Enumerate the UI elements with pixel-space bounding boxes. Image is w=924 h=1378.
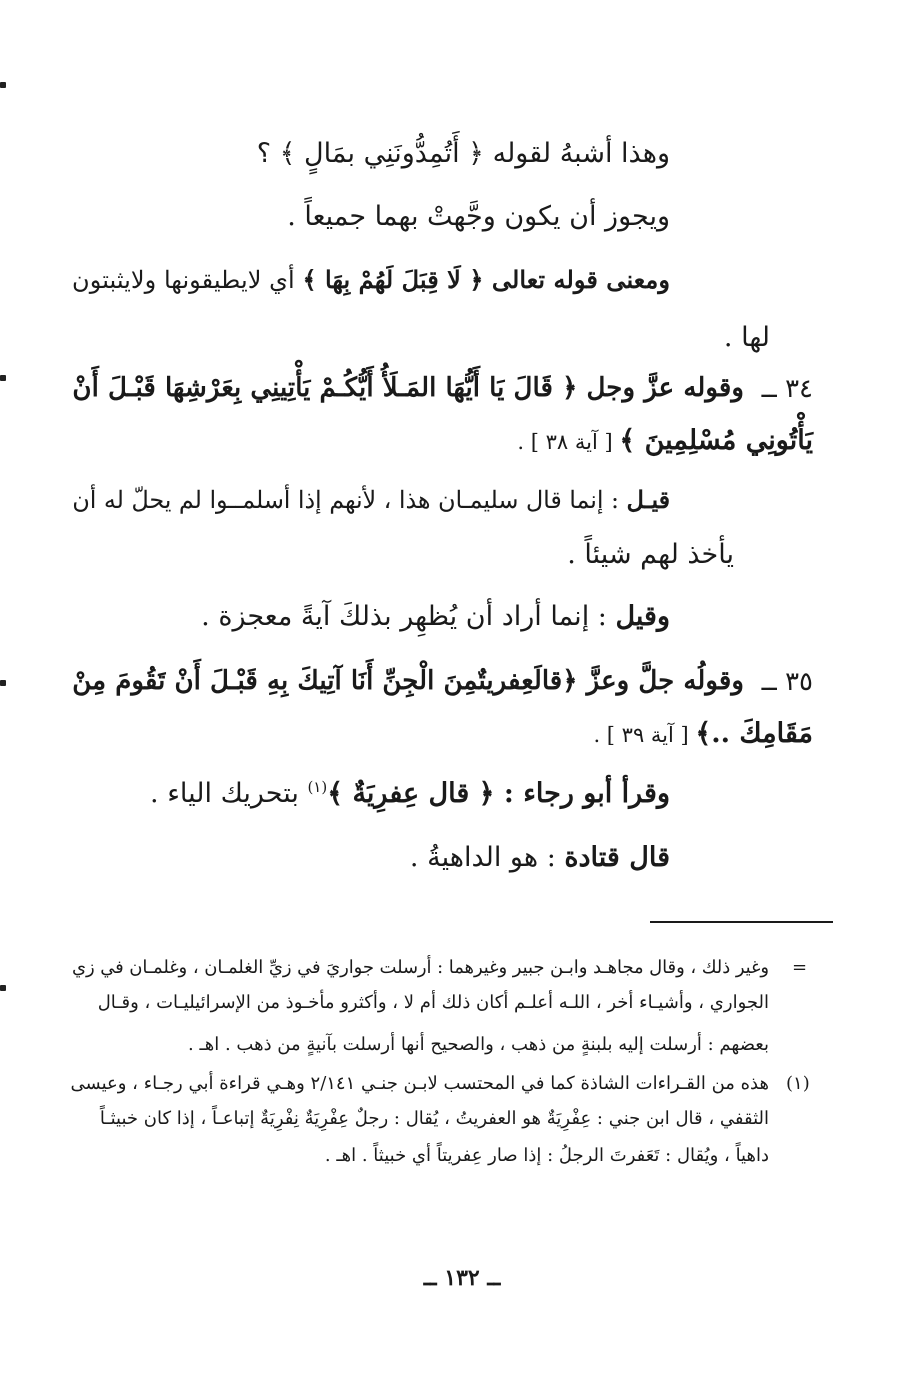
text: وهذا أشبهُ لقوله ﴿ أَتُمِدُّونَنِي بمَالٍ ﴾ ؟ <box>256 138 670 169</box>
body-line <box>72 265 670 295</box>
scan-edge-mark <box>0 680 6 686</box>
text: أي لايطيقونها ولايثبتون <box>72 266 303 294</box>
text: ويجوز أن يكون وجَّهتْ بهما جميعاً . <box>287 201 670 232</box>
page-number: ــ ١٣٢ ــ <box>423 1265 501 1291</box>
scan-edge-mark <box>0 82 6 88</box>
footnote-line: هذه من القـراءات الشاذة كما في المحتسب لابـن جنـي ٢/١٤١ وهـي قراءة أبي رجـاء ، وعيسى <box>70 1073 769 1094</box>
verse-line <box>72 665 744 697</box>
scan-edge-mark <box>0 375 6 381</box>
verse-text: مَقَامِكَ ..﴾ <box>695 718 813 749</box>
footnote-marker: (١) <box>786 1073 810 1094</box>
body-line <box>410 842 670 874</box>
footnote-ref: (١) <box>307 778 328 796</box>
footnote-rule <box>650 921 833 923</box>
text: يأخذ لهم شيئاً . <box>567 539 734 570</box>
verse-text: يَأْتُونِي مُسْلِمِينَ ﴾ <box>619 425 813 456</box>
verse-text: وقوله عزَّ وجل ﴿ قَالَ يَا أَيُّهَا المَـلَأُ أَيُّكُـمْ يَأْتِينِي بِعَرْشِهَا قَبْـلَ أَنْ <box>72 372 744 403</box>
body-line <box>724 322 770 354</box>
bold-phrase: ومعنى قوله تعالى ﴿ لَا قِبَلَ لَهُمْ بِهَا ﴾ <box>302 265 670 294</box>
footnote-continuation-mark: = <box>792 957 808 978</box>
footnote-line: الجواري ، وأشيـاء أخر ، اللـه أعلـم أكان ذلك أم لا ، وأكثرو مأخـوذ من الإسرائيليـات ، وقـال <box>97 992 769 1013</box>
body-line <box>150 778 670 810</box>
body-line <box>257 138 670 170</box>
text: : إنما قال سليمـان هذا ، لأنهم إذا أسلمــوا لم يحلّ له أن <box>72 486 627 514</box>
footnote-line: الثقفي ، قال ابن جني : عِفْرِيَةٌ هو العفريتُ ، يُقال : رجلٌ عِفْرِيَةٌ نِفْرِيَةٌ إتباعـاً ، إذا كان خبيثـاً <box>99 1108 769 1129</box>
body-line <box>287 201 670 233</box>
footnote-line: بعضهم : أرسلت إليه بلبنةٍ من ذهب ، والصحيح أنها أرسلت بآنيةٍ من ذهب . اهـ . <box>188 1034 769 1055</box>
verse-number: ٣٥ ــ <box>761 667 813 697</box>
verse-text: وقولُه جلَّ وعزَّ ﴿قالَعِفريتٌمِنَ الْجِنِّ أَنَا آتِيكَ بِهِ قَبْـلَ أَنْ تَقُومَ مِنْ <box>72 665 744 696</box>
text: : هو الداهيةُ . <box>409 842 565 873</box>
lead-word: قيـل <box>626 486 670 514</box>
verse-reference: [ آية ٣٨ ] . <box>517 430 620 454</box>
body-line <box>72 486 670 515</box>
verse-line <box>72 372 744 404</box>
body-line <box>201 601 670 633</box>
verse-number: ٣٤ ــ <box>761 374 813 404</box>
verse-line <box>517 425 813 457</box>
lead-word: قال قتادة <box>564 842 670 873</box>
scan-edge-mark <box>0 985 6 991</box>
text: : إنما أراد أن يُظهِر بذلكَ آيةً معجزة . <box>201 601 616 632</box>
verse-reference: [ آية ٣٩ ] . <box>593 723 696 747</box>
verse-line <box>593 718 813 750</box>
body-line <box>567 539 734 571</box>
text: لها . <box>723 322 770 353</box>
footnote-line: داهياً ، ويُقال : تَعَفرتَ الرجلُ : إذا صار عِفريتاً أي خبيثاً . اهـ . <box>324 1145 769 1166</box>
lead-word: وقيل <box>615 601 670 632</box>
text: بتحريك الياء . <box>150 778 308 809</box>
bold-phrase: وقرأ أبو رجاء : ﴿ قال عِفرِيَةٌ ﴾ <box>327 778 670 809</box>
footnote-line: وغير ذلك ، وقال مجاهـد وابـن جبير وغيرهما : أرسلت جواريَ في زيِّ الغلمـان ، وغلمـان في زي <box>72 957 769 978</box>
